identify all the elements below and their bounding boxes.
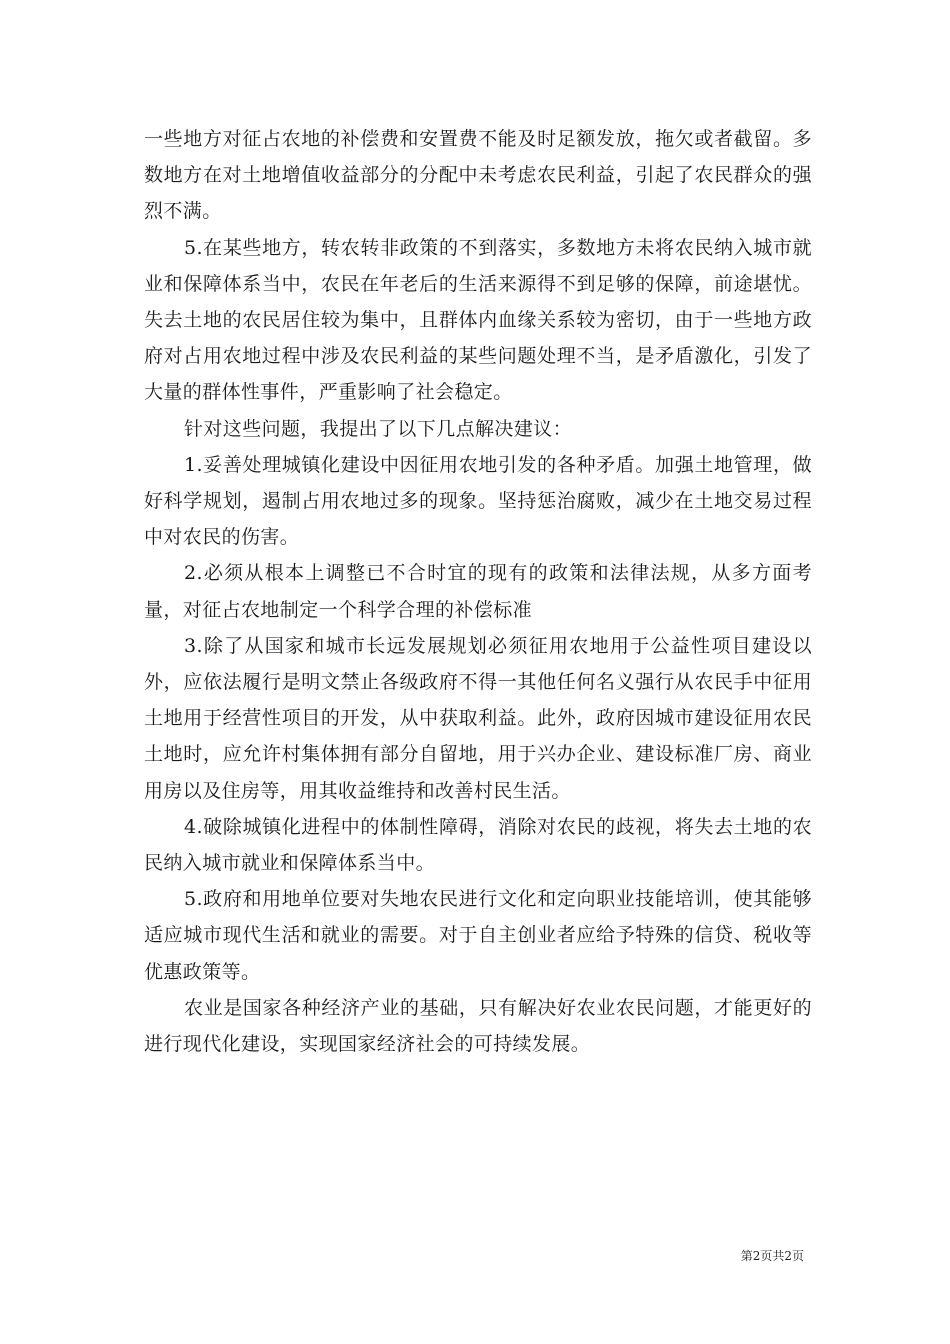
document-body [144,121,812,1062]
paragraph-2: 5.在某些地方，转农转非政策的不到落实，多数地方未将农民纳入城市就业和保障体系当中，农民在年老后的生活来源得不到足够的保障，前途堪忧。失去土地的农民居住较为集中，且群体内血缘关系较为密切，由于一些地方政府对占用农地过程中涉及农民利益的某些问题处理不当，是矛盾激化，引发了大量的群体性事件，严重影响了社会稳定。 [144,236,812,404]
paragraph-7: 4.破除城镇化进程中的体制性障碍，消除对农民的歧视，将失去土地的农民纳入城市就业和保障体系当中。 [144,815,812,875]
paragraph-9: 农业是国家各种经济产业的基础，只有解决好农业农民问题，才能更好的进行现代化建设，实现国家经济社会的可持续发展。 [144,996,812,1056]
paragraph-8: 5.政府和用地单位要对失地农民进行文化和定向职业技能培训，使其能够适应城市现代生活和就业的需要。对于自主创业者应给予特殊的信贷、税收等优惠政策等。 [144,888,812,983]
paragraph-6: 3.除了从国家和城市长远发展规划必须征用农地用于公益性项目建设以外，应依法履行是明文禁止各级政府不得一其他任何名义强行从农民手中征用土地用于经营性项目的开发，从中获取利益。此外，政府因城市建设征用农民土地时，应允许村集体拥有部分自留地，用于兴办企业、建设标准厂房、商业用房以及住房等，用其收益维持和改善村民生活。 [144,634,812,802]
paragraph-3: 针对这些问题，我提出了以下几点解决建议： [184,417,573,440]
paragraph-1: 一些地方对征占农地的补偿费和安置费不能及时足额发放，拖欠或者截留。多数地方在对土地增值收益部分的分配中未考虑农民利益，引起了农民群众的强烈不满。 [144,128,812,223]
paragraph-4: 1.妥善处理城镇化建设中因征用农地引发的各种矛盾。加强土地管理，做好科学规划，遏制占用农地过多的现象。坚持惩治腐败，减少在土地交易过程中对农民的伤害。 [144,453,812,549]
page-number-footer: 第2页共2页 [740,1249,804,1263]
paragraph-5: 2.必须从根本上调整已不合时宜的现有的政策和法律法规，从多方面考量，对征占农地制定一个科学合理的补偿标准 [144,562,812,621]
